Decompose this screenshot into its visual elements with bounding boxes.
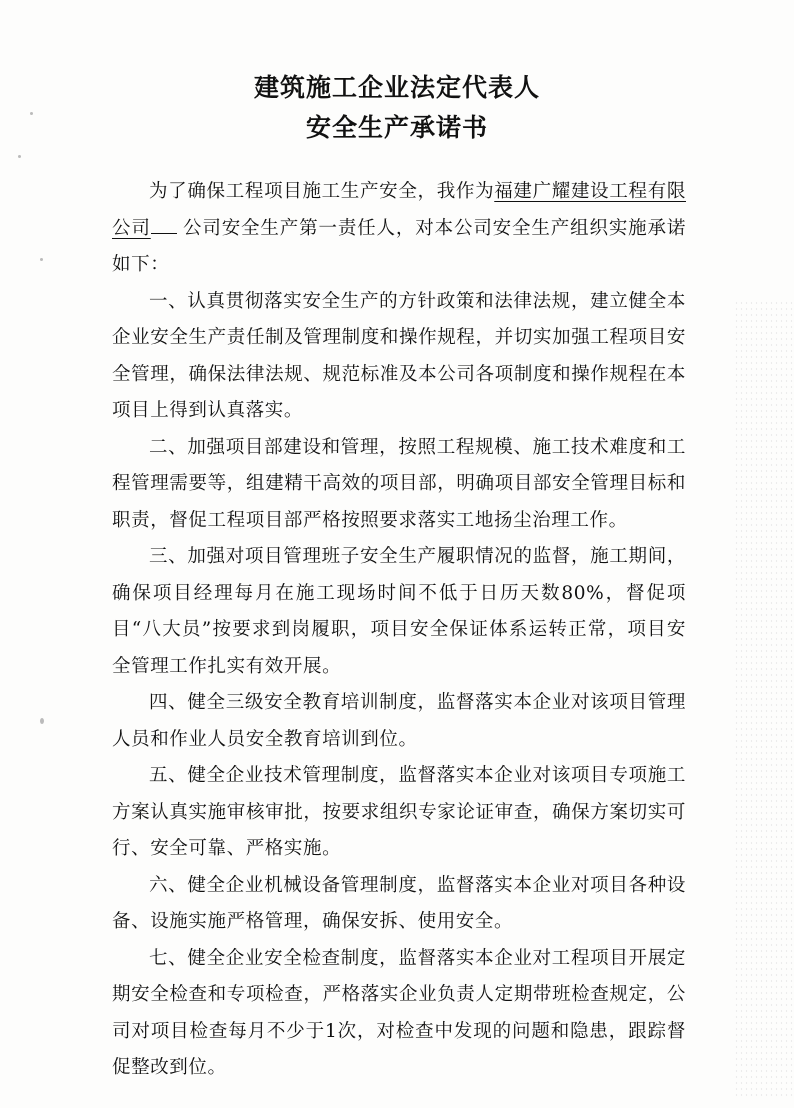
commitment-item-3: 三、加强对项目管理班子安全生产履职情况的监督，施工期间，确保项目经理每月在施工现场时间不低于日历天数80%，督促项目“八大员”按要求到岗履职，项目安全保证体系运转正常，项目安全管理工作扎实有效开展。 bbox=[112, 546, 686, 677]
document-title-line1: 建筑施工企业法定代表人 bbox=[253, 73, 540, 102]
commitment-item-1: 一、认真贯彻落实安全生产的方针政策和法律法规，建立健全本企业安全生产责任制及管理制度和操作规程，并切实加强工程项目安全管理，确保法律法规、规范标准及本公司各项制度和操作规程在本项目上得到认真落实。 bbox=[112, 290, 686, 421]
commitment-item-4: 四、健全三级安全教育培训制度，监督落实本企业对该项目管理人员和作业人员安全教育培训到位。 bbox=[112, 692, 686, 750]
commitment-item-6: 六、健全企业机械设备管理制度，监督落实本企业对项目各种设备、设施实施严格管理，确保安拆、使用安全。 bbox=[112, 874, 686, 932]
underline-blank bbox=[151, 232, 177, 234]
scan-noise bbox=[734, 300, 794, 1100]
document-title-line2: 安全生产承诺书 bbox=[305, 113, 488, 142]
document-body bbox=[112, 174, 686, 1087]
intro-paragraph bbox=[112, 174, 686, 284]
commitment-item-5: 五、健全企业技术管理制度，监督落实本企业对该项目专项施工方案认真实施审核审批，按要求组织专家论证审查，确保方案切实可行、安全可靠、严格实施。 bbox=[112, 765, 686, 859]
company-name: 福建广耀建设工程有限公司 bbox=[112, 181, 686, 239]
scan-speck bbox=[40, 718, 44, 724]
scan-speck bbox=[18, 155, 21, 158]
scan-speck bbox=[40, 258, 43, 261]
commitment-item-2: 二、加强项目部建设和管理，按照工程规模、施工技术难度和工程管理需要等，组建精干高效的项目部，明确项目部安全管理目标和职责，督促工程项目部严格按照要求落实工地扬尘治理工作。 bbox=[112, 436, 686, 531]
intro-text-after: 公司安全生产第一责任人，对本公司安全生产组织实施承诺如下： bbox=[112, 217, 686, 275]
commitment-item-7: 七、健全企业安全检查制度，监督落实本企业对工程项目开展定期安全检查和专项检查，严格落实企业负责人定期带班检查规定，公司对项目检查每月不少于1次，对检查中发现的问题和隐患，跟踪督促整改到位。 bbox=[112, 947, 686, 1078]
intro-text-before: 为了确保工程项目施工生产安全，我作为 bbox=[149, 181, 495, 202]
